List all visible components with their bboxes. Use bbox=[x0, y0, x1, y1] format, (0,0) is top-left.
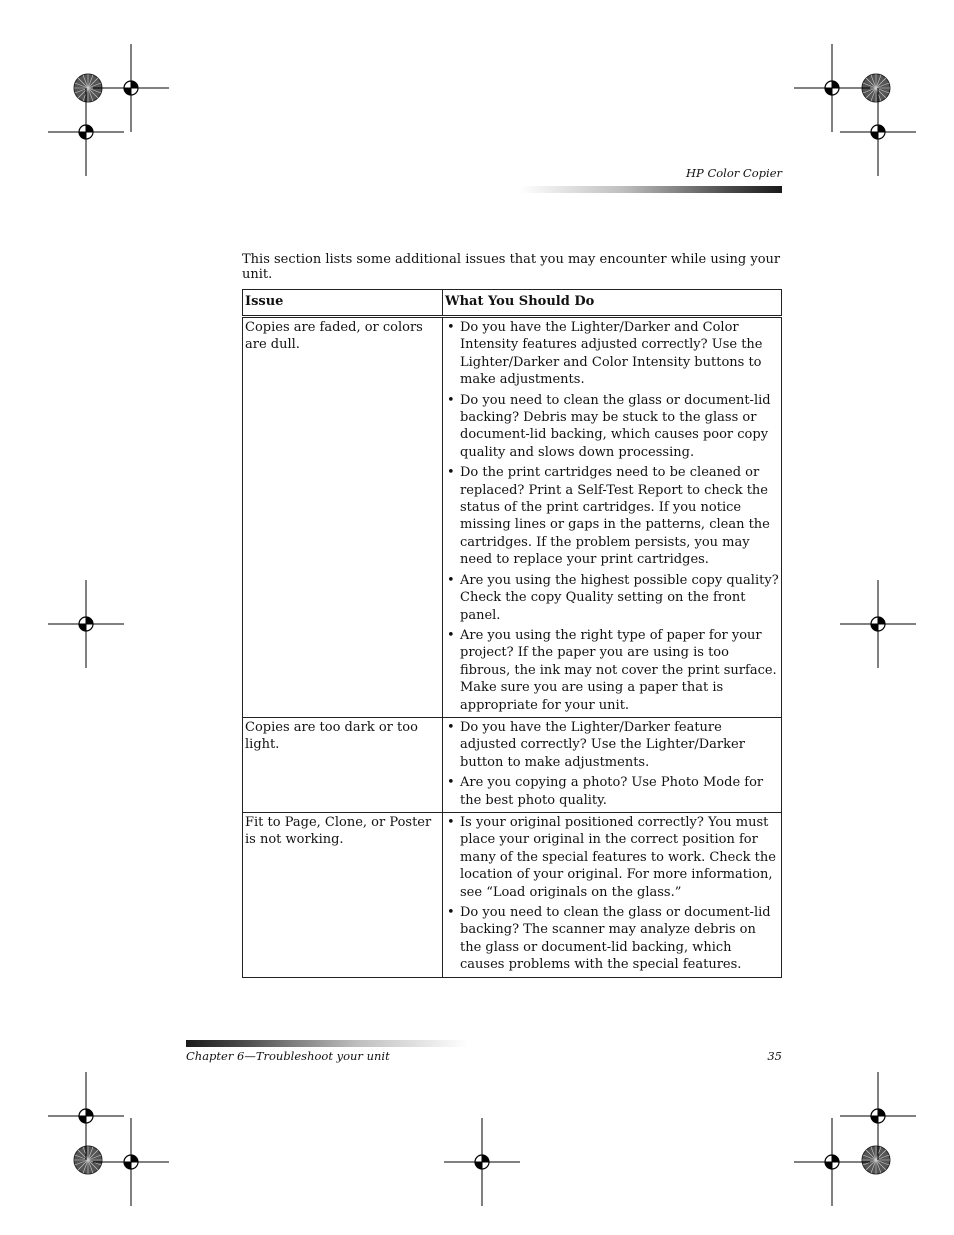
crosshair-mark bbox=[840, 580, 916, 668]
action-item: • Do you need to clean the glass or document-lid backing? Debris may be stuck to the glass or document-lid backing, which causes poor copy quality and slows down processing. bbox=[445, 392, 779, 462]
action-list bbox=[445, 719, 779, 809]
action-cell bbox=[443, 717, 782, 812]
action-list bbox=[445, 319, 779, 714]
column-header-action: What You Should Do bbox=[443, 290, 782, 317]
page-number: 35 bbox=[767, 1049, 782, 1063]
intro-paragraph: This section lists some additional issues that you may encounter while using your unit. bbox=[242, 252, 781, 282]
table-row bbox=[243, 717, 782, 812]
crosshair-mark bbox=[840, 1072, 916, 1160]
running-header-title: HP Color Copier bbox=[686, 166, 782, 180]
crosshair-mark bbox=[48, 1072, 124, 1160]
action-cell bbox=[443, 317, 782, 718]
crosshair-mark bbox=[48, 88, 124, 176]
action-item: • Are you using the highest possible copy quality? Check the copy Quality setting on the front panel. bbox=[445, 572, 779, 624]
action-item: • Do you have the Lighter/Darker feature adjusted correctly? Use the Lighter/Darker button to make adjustments. bbox=[445, 719, 779, 771]
issue-cell: Fit to Page, Clone, or Poster is not working. bbox=[243, 812, 443, 977]
table-row bbox=[243, 317, 782, 718]
column-header-issue: Issue bbox=[243, 290, 443, 317]
action-item: • Are you using the right type of paper for your project? If the paper you are using is too fibrous, the ink may not cover the print surface. Make sure you are using a paper that is appropriate for your unit. bbox=[445, 627, 779, 714]
running-footer-chapter: Chapter 6—Troubleshoot your unit bbox=[186, 1049, 390, 1063]
header-gradient-bar bbox=[520, 186, 782, 193]
action-item: • Is your original positioned correctly? You must place your original in the correct position for many of the special features to work. Check the location of your original. For more information, see “Load originals on the glass.” bbox=[445, 814, 779, 901]
crosshair-mark bbox=[444, 1118, 520, 1206]
action-item: • Do the print cartridges need to be cleaned or replaced? Print a Self-Test Report to check the status of the print cartridges. If you notice missing lines or gaps in the patterns, clean the cartridges. If the problem persists, you may need to replace your print cartridges. bbox=[445, 464, 779, 568]
action-item: • Do you need to clean the glass or document-lid backing? The scanner may analyze debris on the glass or document-lid backing, which causes problems with the special features. bbox=[445, 904, 779, 974]
footer-gradient-bar bbox=[186, 1040, 468, 1047]
crosshair-mark bbox=[794, 1118, 870, 1206]
issue-cell: Copies are faded, or colors are dull. bbox=[243, 317, 443, 718]
crosshair-mark bbox=[794, 44, 870, 132]
troubleshooting-table bbox=[242, 289, 782, 978]
action-cell bbox=[443, 812, 782, 977]
starburst-mark-bottom-left bbox=[74, 1146, 102, 1174]
crosshair-mark bbox=[93, 44, 169, 132]
action-list bbox=[445, 814, 779, 974]
action-item: • Do you have the Lighter/Darker and Color Intensity features adjusted correctly? Use the Lighter/Darker and Color Intensity buttons to make adjustments. bbox=[445, 319, 779, 389]
issue-cell: Copies are too dark or too light. bbox=[243, 717, 443, 812]
crosshair-mark bbox=[840, 88, 916, 176]
crosshair-mark bbox=[48, 580, 124, 668]
action-item: • Are you copying a photo? Use Photo Mode for the best photo quality. bbox=[445, 774, 779, 809]
starburst-mark-bottom-right bbox=[862, 1146, 890, 1174]
table-row bbox=[243, 812, 782, 977]
table-header-row bbox=[243, 290, 782, 317]
crosshair-mark bbox=[93, 1118, 169, 1206]
